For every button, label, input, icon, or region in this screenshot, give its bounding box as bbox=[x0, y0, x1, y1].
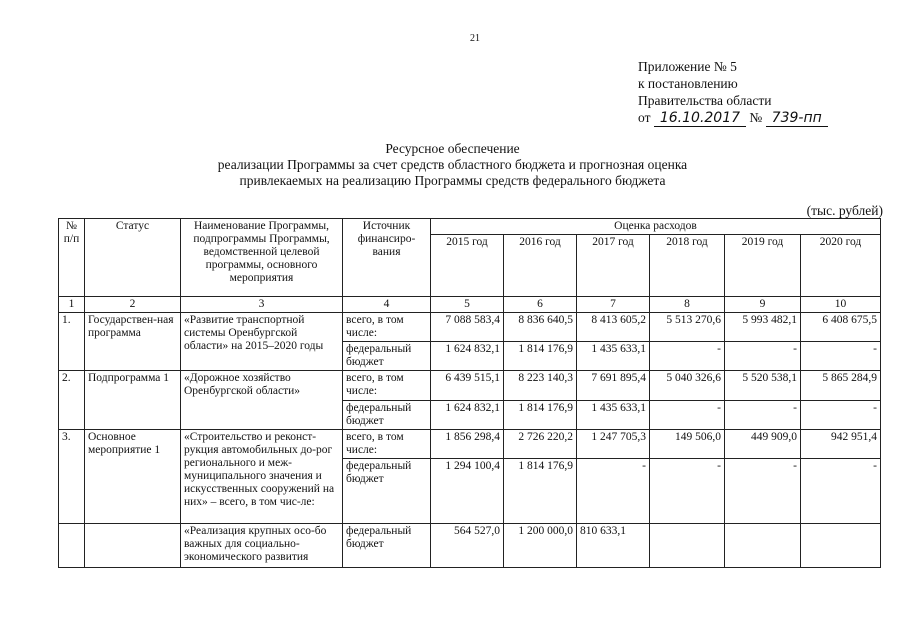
header-num: № п/п bbox=[59, 219, 85, 297]
value-cell: - bbox=[650, 459, 725, 524]
value-cell: 810 633,1 bbox=[577, 524, 650, 568]
header-source: Источник финансиро-вания bbox=[343, 219, 431, 297]
header-estimate: Оценка расходов bbox=[431, 219, 881, 235]
appendix-date-line bbox=[638, 109, 828, 127]
title-line1: Ресурсное обеспечение bbox=[385, 141, 520, 156]
col-number: 9 bbox=[725, 297, 801, 313]
value-cell: 1 294 100,4 bbox=[431, 459, 504, 524]
row-status: Основное мероприятие 1 bbox=[85, 430, 181, 524]
row-source: всего, в том числе: bbox=[343, 313, 431, 342]
appendix-line3: Правительства области bbox=[638, 93, 772, 108]
value-cell: 2 726 220,2 bbox=[504, 430, 577, 459]
col-number: 4 bbox=[343, 297, 431, 313]
col-number: 3 bbox=[181, 297, 343, 313]
col-number: 8 bbox=[650, 297, 725, 313]
row-num bbox=[59, 524, 85, 568]
value-cell: 1 435 633,1 bbox=[577, 401, 650, 430]
header-year: 2017 год bbox=[577, 235, 650, 297]
row-num: 2. bbox=[59, 371, 85, 430]
col-number: 5 bbox=[431, 297, 504, 313]
row-source: федеральный бюджет bbox=[343, 459, 431, 524]
value-cell: 8 836 640,5 bbox=[504, 313, 577, 342]
header-year: 2018 год bbox=[650, 235, 725, 297]
col-number: 7 bbox=[577, 297, 650, 313]
value-cell: - bbox=[725, 342, 801, 371]
value-cell: 1 814 176,9 bbox=[504, 401, 577, 430]
appendix-block bbox=[638, 58, 828, 127]
column-number-row bbox=[59, 297, 881, 313]
value-cell: 7 088 583,4 bbox=[431, 313, 504, 342]
row-status bbox=[85, 524, 181, 568]
row-source: федеральный бюджет bbox=[343, 524, 431, 568]
header-year: 2016 год bbox=[504, 235, 577, 297]
row-status: Подпрограмма 1 bbox=[85, 371, 181, 430]
row-status: Государствен-ная программа bbox=[85, 313, 181, 371]
value-cell: 6 439 515,1 bbox=[431, 371, 504, 401]
value-cell: 7 691 895,4 bbox=[577, 371, 650, 401]
value-cell: - bbox=[577, 459, 650, 524]
col-number: 1 bbox=[59, 297, 85, 313]
table-row bbox=[59, 524, 881, 568]
value-cell: 1 814 176,9 bbox=[504, 459, 577, 524]
value-cell bbox=[650, 524, 725, 568]
appendix-line1: Приложение № 5 bbox=[638, 59, 737, 74]
col-number: 2 bbox=[85, 297, 181, 313]
table-row bbox=[59, 430, 881, 459]
page-number: 21 bbox=[470, 33, 480, 44]
table-row bbox=[59, 313, 881, 342]
value-cell: 1 200 000,0 bbox=[504, 524, 577, 568]
row-name: «Развитие транспортной системы Оренбургской области» на 2015–2020 годы bbox=[181, 313, 343, 371]
row-source: всего, в том числе: bbox=[343, 430, 431, 459]
handwritten-number: 739-пп bbox=[766, 110, 828, 127]
handwritten-date: 16.10.2017 bbox=[654, 110, 746, 127]
value-cell: 5 513 270,6 bbox=[650, 313, 725, 342]
header-year: 2019 год bbox=[725, 235, 801, 297]
header-year: 2020 год bbox=[801, 235, 881, 297]
value-cell: - bbox=[801, 401, 881, 430]
row-name: «Реализация крупных осо-бо важных для социально-экономического развития bbox=[181, 524, 343, 568]
value-cell: 5 520 538,1 bbox=[725, 371, 801, 401]
row-name: «Дорожное хозяйство Оренбургской области» bbox=[181, 371, 343, 430]
value-cell: 1 624 832,1 bbox=[431, 342, 504, 371]
value-cell: - bbox=[725, 401, 801, 430]
value-cell: 5 040 326,6 bbox=[650, 371, 725, 401]
units-label: (тыс. рублей) bbox=[806, 203, 883, 218]
row-source: всего, в том числе: bbox=[343, 371, 431, 401]
value-cell: 1 624 832,1 bbox=[431, 401, 504, 430]
value-cell: 5 993 482,1 bbox=[725, 313, 801, 342]
col-number: 6 bbox=[504, 297, 577, 313]
value-cell: 942 951,4 bbox=[801, 430, 881, 459]
col-number: 10 bbox=[801, 297, 881, 313]
number-prefix: № bbox=[749, 110, 763, 125]
row-name: «Строительство и реконст-рукция автомобильных до-рог регионального и меж-муниципального значения и искусственных сооружений на них» – всего, в том чис-ле: bbox=[181, 430, 343, 524]
value-cell: - bbox=[801, 459, 881, 524]
row-source: федеральный бюджет bbox=[343, 401, 431, 430]
appendix-line2: к постановлению bbox=[638, 76, 738, 91]
row-num: 3. bbox=[59, 430, 85, 524]
title-line2: реализации Программы за счет средств областного бюджета и прогнозная оценка bbox=[217, 157, 688, 172]
value-cell: 564 527,0 bbox=[431, 524, 504, 568]
value-cell: 1 435 633,1 bbox=[577, 342, 650, 371]
table-row bbox=[59, 371, 881, 401]
document-title bbox=[0, 141, 905, 189]
row-num: 1. bbox=[59, 313, 85, 371]
value-cell: 449 909,0 bbox=[725, 430, 801, 459]
header-year: 2015 год bbox=[431, 235, 504, 297]
value-cell: - bbox=[725, 459, 801, 524]
date-prefix: от bbox=[638, 110, 651, 125]
header-name: Наименование Программы, подпрограммы Программы, ведомственной целевой программы, основного мероприятия bbox=[181, 219, 343, 297]
value-cell: 8 223 140,3 bbox=[504, 371, 577, 401]
value-cell bbox=[725, 524, 801, 568]
value-cell: - bbox=[801, 342, 881, 371]
resource-table bbox=[58, 218, 881, 568]
value-cell: - bbox=[650, 401, 725, 430]
value-cell: 1 247 705,3 bbox=[577, 430, 650, 459]
header-status: Статус bbox=[85, 219, 181, 297]
value-cell bbox=[801, 524, 881, 568]
value-cell: 6 408 675,5 bbox=[801, 313, 881, 342]
value-cell: 8 413 605,2 bbox=[577, 313, 650, 342]
value-cell: 1 856 298,4 bbox=[431, 430, 504, 459]
value-cell: 5 865 284,9 bbox=[801, 371, 881, 401]
value-cell: - bbox=[650, 342, 725, 371]
row-source: федеральный бюджет bbox=[343, 342, 431, 371]
value-cell: 149 506,0 bbox=[650, 430, 725, 459]
value-cell: 1 814 176,9 bbox=[504, 342, 577, 371]
title-line3: привлекаемых на реализацию Программы средств федерального бюджета bbox=[239, 173, 666, 188]
